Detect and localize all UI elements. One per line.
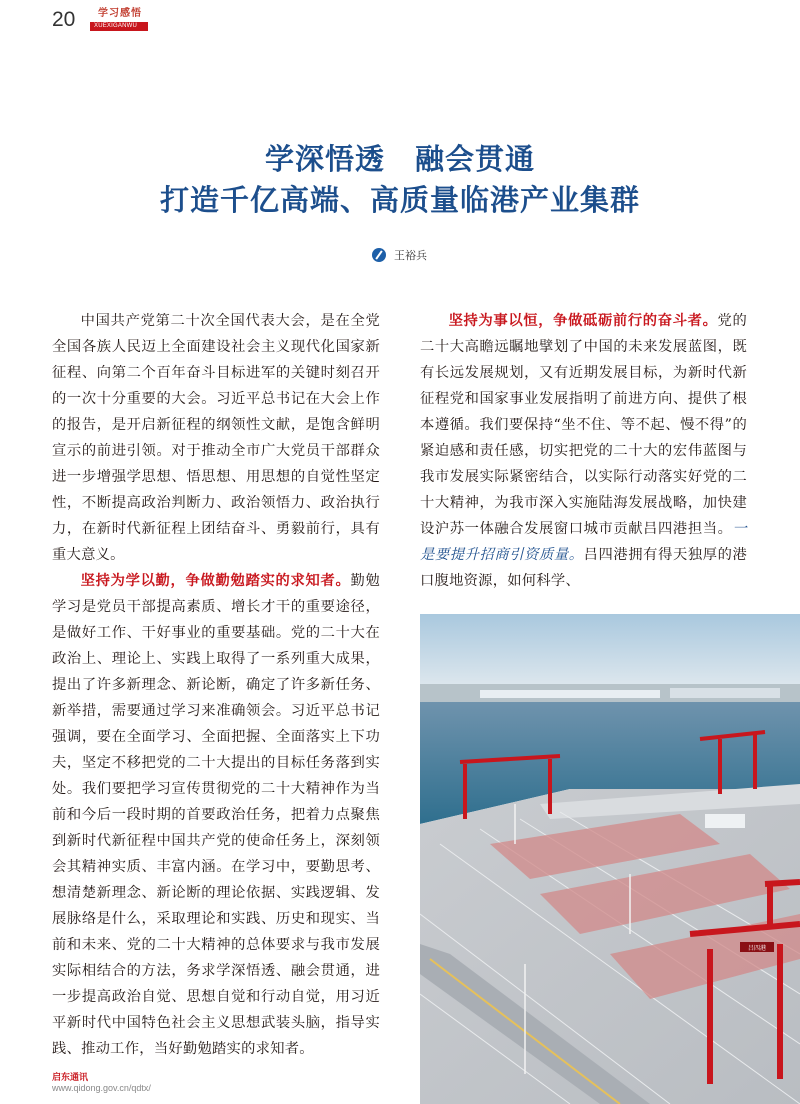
right-column xyxy=(420,308,747,594)
sub-heading: 一是要提升招商引资质量。 xyxy=(420,521,747,563)
pen-icon xyxy=(372,248,386,262)
paragraph xyxy=(420,308,747,594)
article-title-line1 xyxy=(0,137,800,178)
section-heading: 坚持为学以勤，争做勤勉踏实的求知者。 xyxy=(80,573,351,589)
paragraph xyxy=(52,568,380,1062)
paragraph-body: 勤勉学习是党员干部提高素质、增长才干的重要途径，是做好工作、干好事业的重要基础。党的二十大在政治上、理论上、实践上取得了一系列重大成果，提出了许多新理念、新论断，确定了许多新任务、新举措，需要通过学习来准确领会。习近平总书记强调，要在全面学习、全面把握、全面落实上下功夫，坚定不移把党的二十大提出的目标任务落到实处。我们要把学习宣传贯彻党的二十大精神作为当前和今后一段时期的首要政治任务，把着力点聚焦到新时代新征程中国共产党的使命任务上，深刻领会其精神实质、丰富内涵。在学习中，要勤思考、想清楚新理念、新论断的理论依据、实践逻辑、发展脉络是什么，采取理论和实践、历史和现实、当前和未来、党的二十大精神的总体要求与我市发展实际相结合的方法，务求学深悟透、融会贯通，进一步提高政治自觉、思想自觉和行动自觉，用习近平新时代中国特色社会主义思想武装头脑，指导实践、推动工作，当好勤勉踏实的求知者。 xyxy=(52,573,381,1057)
port-illustration xyxy=(420,614,800,1104)
warehouse-roofs xyxy=(480,690,660,698)
office-building xyxy=(705,814,745,828)
title-part1: 学深悟透 xyxy=(264,142,385,176)
paragraph-tail: 吕四港拥有得天独厚的港口腹地资源，如何科学、 xyxy=(420,547,748,589)
section-title: 学习感悟 xyxy=(98,8,142,19)
warehouse-roofs xyxy=(670,688,780,698)
author-name: 王裕兵 xyxy=(394,249,427,262)
title-part2: 融会贯通 xyxy=(415,142,536,176)
section-heading: 坚持为事以恒，争做砥砺前行的奋斗者。 xyxy=(448,313,718,329)
section-pinyin: XUEXIGANWU xyxy=(90,22,148,31)
section-tag xyxy=(90,8,148,31)
page-number: 20 xyxy=(52,8,76,31)
left-column xyxy=(52,308,380,1062)
paragraph-body: 党的二十大高瞻远瞩地擘划了中国的未来发展蓝图，既有长远发展规划，又有近期发展目标，为新时代新征程党和国家事业发展指明了前进方向、提供了根本遵循。我们要保持“坐不住、等不起、慢不得”的紧迫感和责任感，切实把党的二十大的宏伟蓝图与我市发展实际紧密结合，以实际行动落实好党的二十大精神，为我市深入实施陆海发展战略，加快建设沪苏一体融合发展窗口城市贡献吕四港担当。 xyxy=(420,313,748,537)
article-title-line2: 打造千亿高端、高质量临港产业集群 xyxy=(159,183,640,217)
paragraph: 中国共产党第二十次全国代表大会，是在全党全国各族人民迈上全面建设社会主义现代化国家新征程、向第二个百年奋斗目标进军的关键时刻召开的一次十分重要的大会。习近平总书记在大会上作的报告，是开启新征程的纲领性文献，是饱含鲜明宣示的前进引领。对于推动全市广大党员干部群众进一步增强学思想、悟思想、用思想的自觉性坚定性，不断提高政治判断力、政治领悟力、政治执行力，在新时代新征程上团结奋斗、勇毅前行，具有重大意义。 xyxy=(52,313,380,563)
footer-url[interactable]: www.qidong.gov.cn/qdtx/ xyxy=(52,1083,151,1093)
author-byline xyxy=(372,247,427,263)
crane-sign: 吕四港 xyxy=(747,945,767,952)
port-photo xyxy=(420,614,800,1104)
footer xyxy=(52,1072,151,1094)
footer-brand: 启东通讯 xyxy=(52,1072,89,1082)
sky xyxy=(420,614,800,689)
